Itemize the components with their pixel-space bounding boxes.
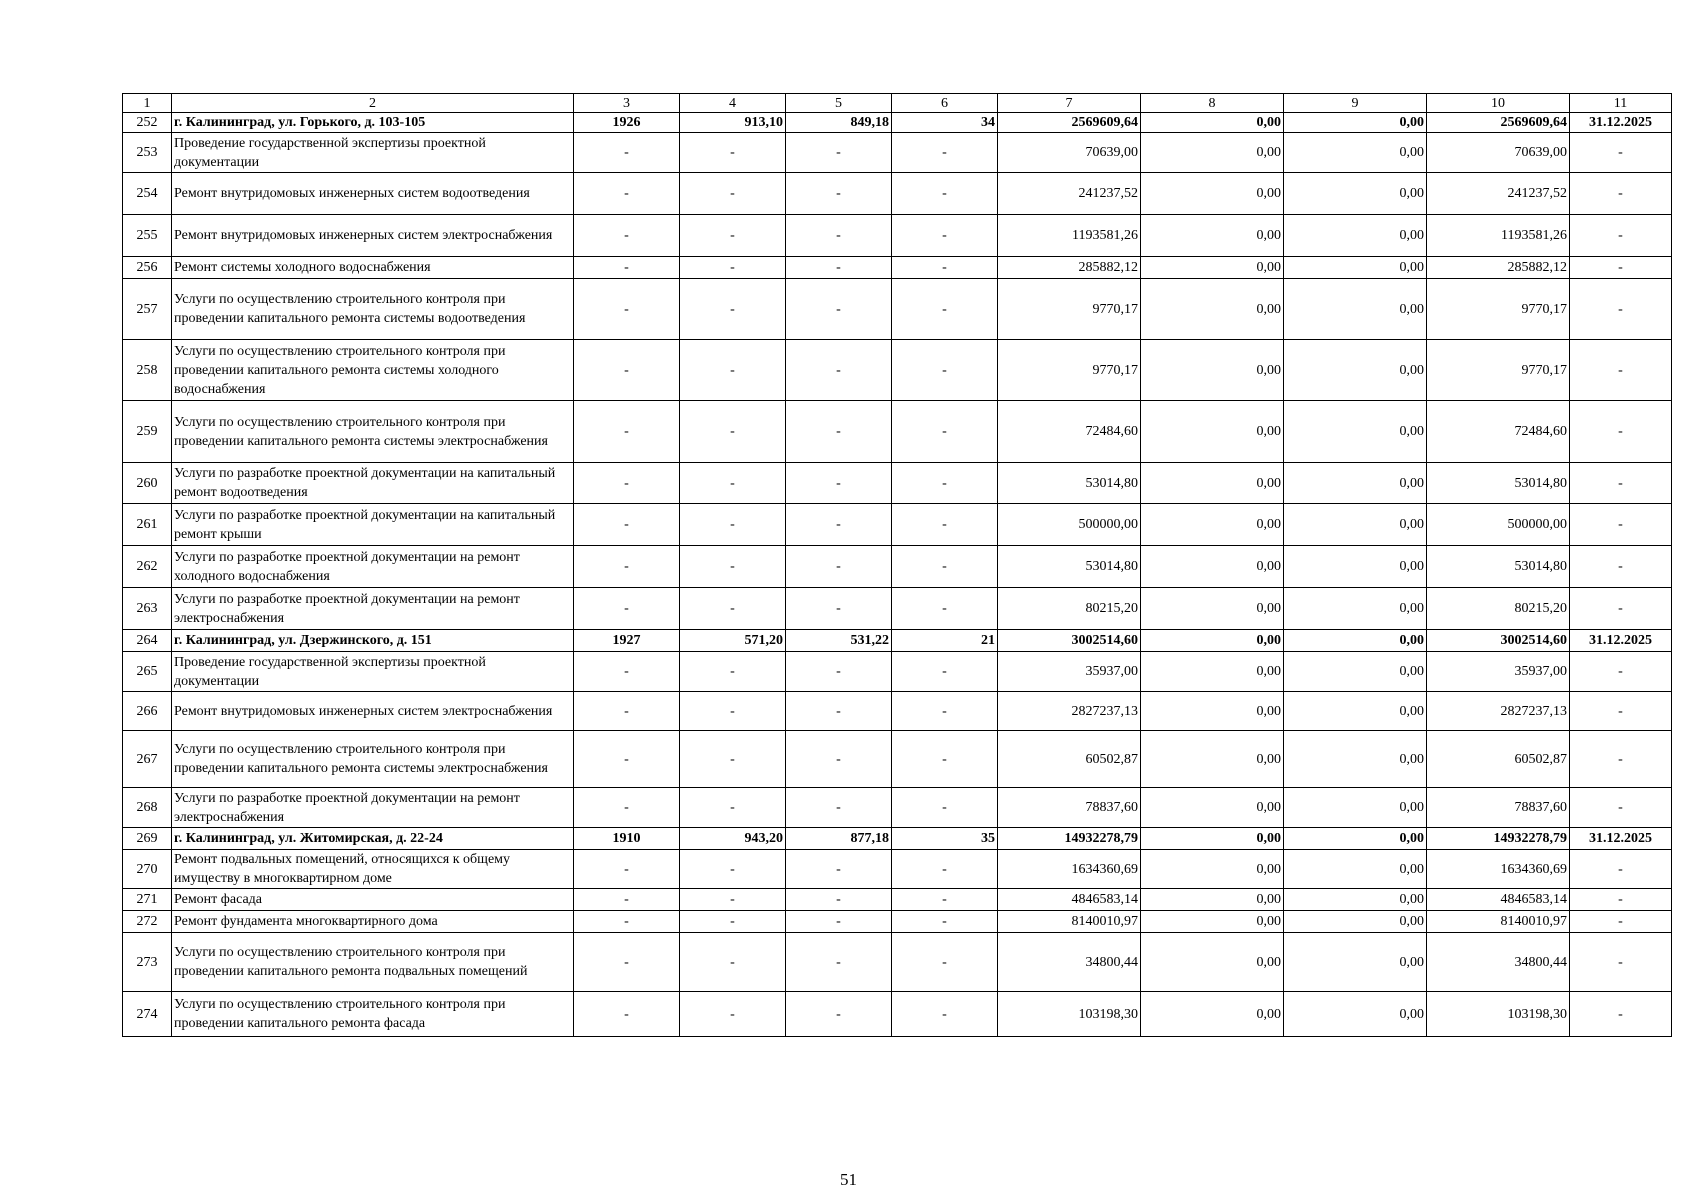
col-4-cell: - — [680, 911, 786, 933]
col-4-cell: - — [680, 692, 786, 731]
col-7-cell: 72484,60 — [998, 401, 1141, 463]
col-7-cell: 500000,00 — [998, 504, 1141, 546]
col-10-cell: 78837,60 — [1427, 788, 1570, 828]
col-9-cell: 0,00 — [1284, 828, 1427, 850]
col-4-cell: - — [680, 401, 786, 463]
col-11-cell: - — [1570, 279, 1672, 340]
col-8-cell: 0,00 — [1141, 911, 1284, 933]
col-6-cell: - — [892, 546, 998, 588]
col-9-cell: 0,00 — [1284, 215, 1427, 257]
header-col-10: 10 — [1427, 94, 1570, 113]
col-11-cell: - — [1570, 850, 1672, 889]
row-number-cell: 264 — [123, 630, 172, 652]
col-5-cell: - — [786, 911, 892, 933]
col-4-cell: 913,10 — [680, 113, 786, 133]
col-3-cell: - — [574, 504, 680, 546]
col-4-cell: - — [680, 588, 786, 630]
work-name-cell: Услуги по разработке проектной документации на капитальный ремонт крыши — [172, 504, 574, 546]
work-name-cell: Ремонт внутридомовых инженерных систем электроснабжения — [172, 692, 574, 731]
col-10-cell: 60502,87 — [1427, 731, 1570, 788]
table-row — [123, 173, 1672, 215]
work-name-cell: Услуги по осуществлению строительного контроля при проведении капитального ремонта системы водоотведения — [172, 279, 574, 340]
col-8-cell: 0,00 — [1141, 463, 1284, 504]
header-col-11: 11 — [1570, 94, 1672, 113]
col-11-cell: - — [1570, 992, 1672, 1037]
col-8-cell: 0,00 — [1141, 731, 1284, 788]
col-6-cell: - — [892, 788, 998, 828]
header-col-2: 2 — [172, 94, 574, 113]
table-row — [123, 731, 1672, 788]
col-8-cell: 0,00 — [1141, 630, 1284, 652]
header-col-7: 7 — [998, 94, 1141, 113]
col-5-cell: - — [786, 463, 892, 504]
col-6-cell: - — [892, 889, 998, 911]
col-10-cell: 9770,17 — [1427, 279, 1570, 340]
address-row — [123, 828, 1672, 850]
work-name-cell: г. Калининград, ул. Житомирская, д. 22-24 — [172, 828, 574, 850]
col-4-cell: 943,20 — [680, 828, 786, 850]
col-10-cell: 53014,80 — [1427, 546, 1570, 588]
work-name-cell: г. Калининград, ул. Горького, д. 103-105 — [172, 113, 574, 133]
col-6-cell: - — [892, 652, 998, 692]
col-3-cell: - — [574, 463, 680, 504]
col-8-cell: 0,00 — [1141, 652, 1284, 692]
table-row — [123, 992, 1672, 1037]
col-11-cell: - — [1570, 788, 1672, 828]
col-7-cell: 78837,60 — [998, 788, 1141, 828]
work-name-cell: г. Калининград, ул. Дзержинского, д. 151 — [172, 630, 574, 652]
col-5-cell: - — [786, 133, 892, 173]
col-7-cell: 4846583,14 — [998, 889, 1141, 911]
col-3-cell: - — [574, 911, 680, 933]
col-11-cell: - — [1570, 588, 1672, 630]
col-9-cell: 0,00 — [1284, 933, 1427, 992]
col-4-cell: - — [680, 889, 786, 911]
col-6-cell: - — [892, 401, 998, 463]
table-row — [123, 692, 1672, 731]
col-5-cell: - — [786, 788, 892, 828]
header-col-8: 8 — [1141, 94, 1284, 113]
col-4-cell: - — [680, 215, 786, 257]
col-7-cell: 35937,00 — [998, 652, 1141, 692]
col-7-cell: 8140010,97 — [998, 911, 1141, 933]
col-9-cell: 0,00 — [1284, 279, 1427, 340]
address-row — [123, 113, 1672, 133]
col-4-cell: - — [680, 279, 786, 340]
col-7-cell: 9770,17 — [998, 340, 1141, 401]
table-row — [123, 652, 1672, 692]
table-row — [123, 401, 1672, 463]
header-col-1: 1 — [123, 94, 172, 113]
col-5-cell: - — [786, 652, 892, 692]
col-9-cell: 0,00 — [1284, 173, 1427, 215]
work-name-cell: Ремонт внутридомовых инженерных систем электроснабжения — [172, 215, 574, 257]
row-number-cell: 267 — [123, 731, 172, 788]
col-8-cell: 0,00 — [1141, 173, 1284, 215]
col-5-cell: - — [786, 992, 892, 1037]
col-3-cell: 1926 — [574, 113, 680, 133]
table-row — [123, 504, 1672, 546]
col-11-cell: - — [1570, 546, 1672, 588]
row-number-cell: 254 — [123, 173, 172, 215]
col-3-cell: - — [574, 588, 680, 630]
col-5-cell: - — [786, 504, 892, 546]
col-6-cell: - — [892, 173, 998, 215]
row-number-cell: 256 — [123, 257, 172, 279]
col-6-cell: 34 — [892, 113, 998, 133]
col-10-cell: 103198,30 — [1427, 992, 1570, 1037]
col-5-cell: - — [786, 340, 892, 401]
col-10-cell: 70639,00 — [1427, 133, 1570, 173]
work-name-cell: Услуги по осуществлению строительного контроля при проведении капитального ремонта фасада — [172, 992, 574, 1037]
col-8-cell: 0,00 — [1141, 133, 1284, 173]
col-9-cell: 0,00 — [1284, 911, 1427, 933]
col-7-cell: 285882,12 — [998, 257, 1141, 279]
row-number-cell: 255 — [123, 215, 172, 257]
col-11-cell: - — [1570, 401, 1672, 463]
col-6-cell: - — [892, 588, 998, 630]
col-5-cell: 877,18 — [786, 828, 892, 850]
header-col-3: 3 — [574, 94, 680, 113]
col-4-cell: - — [680, 731, 786, 788]
header-col-4: 4 — [680, 94, 786, 113]
col-8-cell: 0,00 — [1141, 588, 1284, 630]
col-11-cell: - — [1570, 652, 1672, 692]
col-9-cell: 0,00 — [1284, 992, 1427, 1037]
col-8-cell: 0,00 — [1141, 504, 1284, 546]
row-number-cell: 265 — [123, 652, 172, 692]
col-7-cell: 241237,52 — [998, 173, 1141, 215]
row-number-cell: 258 — [123, 340, 172, 401]
col-11-cell: - — [1570, 257, 1672, 279]
col-11-cell: - — [1570, 911, 1672, 933]
table-row — [123, 546, 1672, 588]
col-6-cell: - — [892, 911, 998, 933]
col-5-cell: - — [786, 215, 892, 257]
header-col-6: 6 — [892, 94, 998, 113]
table-row — [123, 889, 1672, 911]
col-8-cell: 0,00 — [1141, 340, 1284, 401]
col-6-cell: - — [892, 215, 998, 257]
work-name-cell: Ремонт фасада — [172, 889, 574, 911]
col-11-cell: 31.12.2025 — [1570, 630, 1672, 652]
row-number-cell: 261 — [123, 504, 172, 546]
column-number-header — [123, 94, 1672, 113]
col-7-cell: 103198,30 — [998, 992, 1141, 1037]
col-3-cell: - — [574, 731, 680, 788]
col-9-cell: 0,00 — [1284, 889, 1427, 911]
col-10-cell: 3002514,60 — [1427, 630, 1570, 652]
work-name-cell: Проведение государственной экспертизы проектной документации — [172, 133, 574, 173]
col-3-cell: - — [574, 850, 680, 889]
header-col-5: 5 — [786, 94, 892, 113]
col-7-cell: 60502,87 — [998, 731, 1141, 788]
col-10-cell: 9770,17 — [1427, 340, 1570, 401]
col-11-cell: - — [1570, 933, 1672, 992]
table-body — [123, 94, 1672, 1037]
row-number-cell: 260 — [123, 463, 172, 504]
col-3-cell: - — [574, 279, 680, 340]
col-3-cell: - — [574, 257, 680, 279]
row-number-cell: 273 — [123, 933, 172, 992]
row-number-cell: 257 — [123, 279, 172, 340]
col-9-cell: 0,00 — [1284, 850, 1427, 889]
col-4-cell: - — [680, 463, 786, 504]
col-11-cell: - — [1570, 889, 1672, 911]
col-5-cell: - — [786, 933, 892, 992]
col-3-cell: - — [574, 401, 680, 463]
col-10-cell: 14932278,79 — [1427, 828, 1570, 850]
col-4-cell: - — [680, 504, 786, 546]
col-6-cell: - — [892, 850, 998, 889]
col-3-cell: - — [574, 215, 680, 257]
col-8-cell: 0,00 — [1141, 215, 1284, 257]
col-8-cell: 0,00 — [1141, 933, 1284, 992]
col-9-cell: 0,00 — [1284, 546, 1427, 588]
col-5-cell: - — [786, 546, 892, 588]
col-5-cell: - — [786, 692, 892, 731]
col-10-cell: 34800,44 — [1427, 933, 1570, 992]
col-5-cell: - — [786, 889, 892, 911]
col-10-cell: 500000,00 — [1427, 504, 1570, 546]
col-9-cell: 0,00 — [1284, 340, 1427, 401]
col-8-cell: 0,00 — [1141, 401, 1284, 463]
col-4-cell: - — [680, 257, 786, 279]
repair-schedule-table — [122, 93, 1672, 1037]
col-9-cell: 0,00 — [1284, 401, 1427, 463]
col-5-cell: 531,22 — [786, 630, 892, 652]
work-name-cell: Услуги по осуществлению строительного контроля при проведении капитального ремонта системы электроснабжения — [172, 401, 574, 463]
col-9-cell: 0,00 — [1284, 113, 1427, 133]
table-row — [123, 340, 1672, 401]
col-10-cell: 8140010,97 — [1427, 911, 1570, 933]
col-10-cell: 241237,52 — [1427, 173, 1570, 215]
col-10-cell: 1193581,26 — [1427, 215, 1570, 257]
col-8-cell: 0,00 — [1141, 992, 1284, 1037]
col-6-cell: - — [892, 463, 998, 504]
col-7-cell: 3002514,60 — [998, 630, 1141, 652]
col-11-cell: - — [1570, 215, 1672, 257]
col-11-cell: 31.12.2025 — [1570, 828, 1672, 850]
row-number-cell: 271 — [123, 889, 172, 911]
col-8-cell: 0,00 — [1141, 546, 1284, 588]
col-7-cell: 2569609,64 — [998, 113, 1141, 133]
col-11-cell: - — [1570, 692, 1672, 731]
col-5-cell: 849,18 — [786, 113, 892, 133]
col-11-cell: - — [1570, 731, 1672, 788]
col-7-cell: 1193581,26 — [998, 215, 1141, 257]
col-11-cell: - — [1570, 463, 1672, 504]
row-number-cell: 262 — [123, 546, 172, 588]
col-6-cell: - — [892, 279, 998, 340]
table-row — [123, 588, 1672, 630]
col-4-cell: - — [680, 546, 786, 588]
work-name-cell: Ремонт подвальных помещений, относящихся к общему имуществу в многоквартирном доме — [172, 850, 574, 889]
work-name-cell: Услуги по разработке проектной документации на капитальный ремонт водоотведения — [172, 463, 574, 504]
col-6-cell: - — [892, 692, 998, 731]
table-row — [123, 463, 1672, 504]
col-11-cell: 31.12.2025 — [1570, 113, 1672, 133]
col-9-cell: 0,00 — [1284, 630, 1427, 652]
col-5-cell: - — [786, 731, 892, 788]
col-5-cell: - — [786, 401, 892, 463]
col-10-cell: 72484,60 — [1427, 401, 1570, 463]
col-6-cell: - — [892, 504, 998, 546]
col-10-cell: 4846583,14 — [1427, 889, 1570, 911]
table-row — [123, 215, 1672, 257]
col-4-cell: - — [680, 992, 786, 1037]
table-row — [123, 279, 1672, 340]
col-11-cell: - — [1570, 340, 1672, 401]
col-3-cell: - — [574, 992, 680, 1037]
col-3-cell: 1910 — [574, 828, 680, 850]
col-4-cell: - — [680, 173, 786, 215]
col-10-cell: 53014,80 — [1427, 463, 1570, 504]
col-5-cell: - — [786, 279, 892, 340]
work-name-cell: Услуги по разработке проектной документации на ремонт холодного водоснабжения — [172, 546, 574, 588]
col-5-cell: - — [786, 850, 892, 889]
col-4-cell: - — [680, 133, 786, 173]
col-6-cell: - — [892, 340, 998, 401]
col-7-cell: 2827237,13 — [998, 692, 1141, 731]
col-8-cell: 0,00 — [1141, 692, 1284, 731]
col-6-cell: - — [892, 257, 998, 279]
col-11-cell: - — [1570, 173, 1672, 215]
col-9-cell: 0,00 — [1284, 652, 1427, 692]
col-10-cell: 35937,00 — [1427, 652, 1570, 692]
table-row — [123, 850, 1672, 889]
col-7-cell: 9770,17 — [998, 279, 1141, 340]
col-4-cell: - — [680, 933, 786, 992]
col-3-cell: - — [574, 652, 680, 692]
col-9-cell: 0,00 — [1284, 788, 1427, 828]
col-11-cell: - — [1570, 504, 1672, 546]
address-row — [123, 630, 1672, 652]
row-number-cell: 266 — [123, 692, 172, 731]
col-6-cell: 21 — [892, 630, 998, 652]
col-4-cell: - — [680, 652, 786, 692]
work-name-cell: Ремонт системы холодного водоснабжения — [172, 257, 574, 279]
col-9-cell: 0,00 — [1284, 504, 1427, 546]
table-row — [123, 788, 1672, 828]
col-10-cell: 2569609,64 — [1427, 113, 1570, 133]
row-number-cell: 263 — [123, 588, 172, 630]
table-row — [123, 911, 1672, 933]
col-9-cell: 0,00 — [1284, 588, 1427, 630]
col-3-cell: - — [574, 546, 680, 588]
row-number-cell: 259 — [123, 401, 172, 463]
col-5-cell: - — [786, 173, 892, 215]
table-row — [123, 133, 1672, 173]
col-3-cell: 1927 — [574, 630, 680, 652]
col-7-cell: 53014,80 — [998, 546, 1141, 588]
col-9-cell: 0,00 — [1284, 133, 1427, 173]
col-5-cell: - — [786, 257, 892, 279]
col-8-cell: 0,00 — [1141, 788, 1284, 828]
col-9-cell: 0,00 — [1284, 257, 1427, 279]
col-9-cell: 0,00 — [1284, 731, 1427, 788]
row-number-cell: 253 — [123, 133, 172, 173]
work-name-cell: Услуги по разработке проектной документации на ремонт электроснабжения — [172, 588, 574, 630]
work-name-cell: Ремонт внутридомовых инженерных систем водоотведения — [172, 173, 574, 215]
page-number: 51 — [840, 1170, 857, 1189]
col-8-cell: 0,00 — [1141, 257, 1284, 279]
col-4-cell: - — [680, 850, 786, 889]
col-3-cell: - — [574, 173, 680, 215]
col-6-cell: - — [892, 133, 998, 173]
work-name-cell: Услуги по осуществлению строительного контроля при проведении капитального ремонта подвальных помещений — [172, 933, 574, 992]
col-3-cell: - — [574, 933, 680, 992]
col-4-cell: - — [680, 788, 786, 828]
col-4-cell: - — [680, 340, 786, 401]
col-3-cell: - — [574, 340, 680, 401]
table-row — [123, 933, 1672, 992]
row-number-cell: 252 — [123, 113, 172, 133]
work-name-cell: Проведение государственной экспертизы проектной документации — [172, 652, 574, 692]
table-row — [123, 257, 1672, 279]
col-8-cell: 0,00 — [1141, 889, 1284, 911]
col-4-cell: 571,20 — [680, 630, 786, 652]
header-col-9: 9 — [1284, 94, 1427, 113]
col-9-cell: 0,00 — [1284, 463, 1427, 504]
col-3-cell: - — [574, 133, 680, 173]
col-10-cell: 2827237,13 — [1427, 692, 1570, 731]
col-8-cell: 0,00 — [1141, 279, 1284, 340]
work-name-cell: Услуги по осуществлению строительного контроля при проведении капитального ремонта системы электроснабжения — [172, 731, 574, 788]
row-number-cell: 268 — [123, 788, 172, 828]
col-6-cell: 35 — [892, 828, 998, 850]
col-8-cell: 0,00 — [1141, 113, 1284, 133]
col-3-cell: - — [574, 889, 680, 911]
row-number-cell: 269 — [123, 828, 172, 850]
col-6-cell: - — [892, 731, 998, 788]
col-7-cell: 14932278,79 — [998, 828, 1141, 850]
col-10-cell: 1634360,69 — [1427, 850, 1570, 889]
work-name-cell: Услуги по осуществлению строительного контроля при проведении капитального ремонта системы холодного водоснабжения — [172, 340, 574, 401]
work-name-cell: Услуги по разработке проектной документации на ремонт электроснабжения — [172, 788, 574, 828]
col-7-cell: 53014,80 — [998, 463, 1141, 504]
col-10-cell: 80215,20 — [1427, 588, 1570, 630]
col-3-cell: - — [574, 692, 680, 731]
col-8-cell: 0,00 — [1141, 828, 1284, 850]
col-7-cell: 80215,20 — [998, 588, 1141, 630]
col-9-cell: 0,00 — [1284, 692, 1427, 731]
col-7-cell: 1634360,69 — [998, 850, 1141, 889]
work-name-cell: Ремонт фундамента многоквартирного дома — [172, 911, 574, 933]
col-6-cell: - — [892, 933, 998, 992]
col-11-cell: - — [1570, 133, 1672, 173]
col-7-cell: 34800,44 — [998, 933, 1141, 992]
col-10-cell: 285882,12 — [1427, 257, 1570, 279]
col-3-cell: - — [574, 788, 680, 828]
col-7-cell: 70639,00 — [998, 133, 1141, 173]
col-6-cell: - — [892, 992, 998, 1037]
row-number-cell: 274 — [123, 992, 172, 1037]
row-number-cell: 270 — [123, 850, 172, 889]
col-5-cell: - — [786, 588, 892, 630]
col-8-cell: 0,00 — [1141, 850, 1284, 889]
row-number-cell: 272 — [123, 911, 172, 933]
